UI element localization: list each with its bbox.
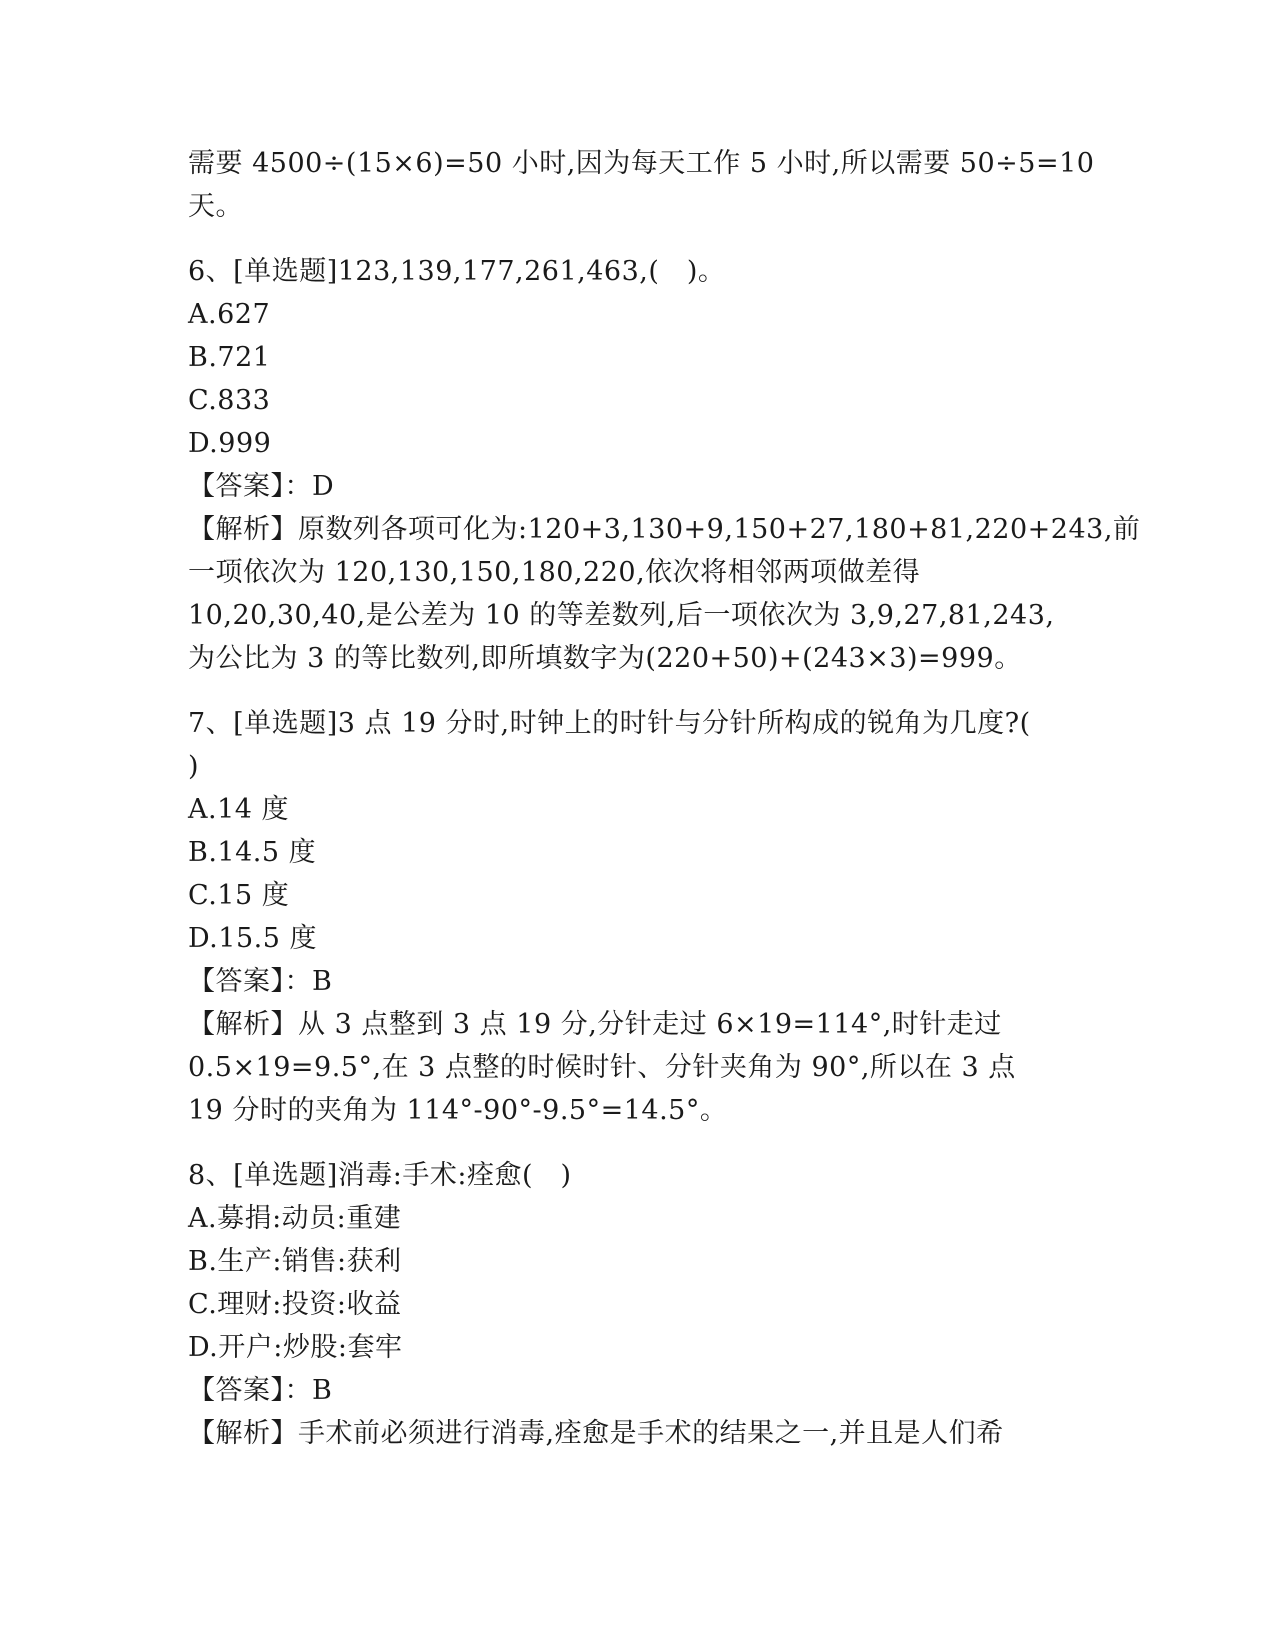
intro-line: 天。 <box>188 191 243 222</box>
question-stem: 8、[单选题]消毒:手术:痊愈( ) <box>188 1160 572 1191</box>
option-c: C.833 <box>188 385 271 416</box>
option-b: B.生产:销售:获利 <box>188 1246 402 1277</box>
option-a: A.募捐:动员:重建 <box>188 1203 402 1234</box>
document-page <box>188 142 1141 1455</box>
answer-line: 【答案】：B <box>188 966 333 997</box>
intro-line: 需要 4500÷(15×6)=50 小时,因为每天工作 5 小时,所以需要 50÷5=10 <box>188 148 1095 179</box>
option-a: A.627 <box>188 299 271 330</box>
analysis-line: 一项依次为 120,130,150,180,220,依次将相邻两项做差得 <box>188 557 921 588</box>
question-stem: ) <box>188 751 200 782</box>
question-stem: 6、[单选题]123,139,177,261,463,( )。 <box>188 256 726 287</box>
question-6 <box>188 250 1141 680</box>
option-d: D.开户:炒股:套牢 <box>188 1332 403 1363</box>
analysis-line: 为公比为 3 的等比数列,即所填数字为(220+50)+(243×3)=999。 <box>188 643 1022 674</box>
answer-line: 【答案】：D <box>188 471 335 502</box>
question-8 <box>188 1154 1088 1455</box>
question-stem: 7、[单选题]3 点 19 分时,时钟上的时针与分针所构成的锐角为几度?( <box>188 708 1031 739</box>
option-c: C.15 度 <box>188 880 290 911</box>
analysis-line: 0.5×19=9.5°,在 3 点整的时候时针、分针夹角为 90°,所以在 3 点 <box>188 1052 1016 1083</box>
question-7 <box>188 702 1088 1132</box>
option-d: D.15.5 度 <box>188 923 317 954</box>
option-c: C.理财:投资:收益 <box>188 1289 402 1320</box>
analysis-line: 【解析】原数列各项可化为:120+3,130+9,150+27,180+81,220+243,前 <box>188 514 1141 545</box>
option-a: A.14 度 <box>188 794 290 825</box>
option-b: B.14.5 度 <box>188 837 317 868</box>
answer-line: 【答案】：B <box>188 1375 333 1406</box>
intro-block <box>188 142 1095 228</box>
analysis-line: 10,20,30,40,是公差为 10 的等差数列,后一项依次为 3,9,27,81,243, <box>188 600 1055 631</box>
analysis-line: 【解析】从 3 点整到 3 点 19 分,分针走过 6×19=114°,时针走过 <box>188 1009 1002 1040</box>
option-d: D.999 <box>188 428 272 459</box>
analysis-line: 【解析】手术前必须进行消毒,痊愈是手术的结果之一,并且是人们希 <box>188 1418 1004 1449</box>
option-b: B.721 <box>188 342 271 373</box>
analysis-line: 19 分时的夹角为 114°-90°-9.5°=14.5°。 <box>188 1095 728 1126</box>
